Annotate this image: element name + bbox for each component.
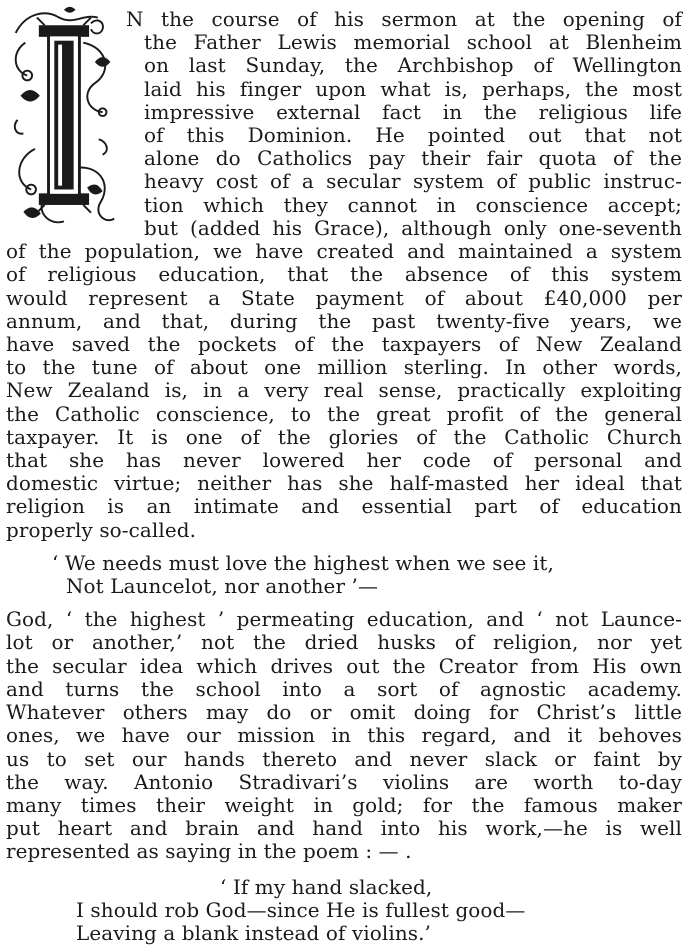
paragraph-2-line-9: many times their weight in gold; for the famous maker [6, 792, 682, 817]
paragraph-1-line-20: that she has never lowered her code of personal and [6, 447, 682, 472]
paragraph-1-line-13: would represent a State payment of about £40,000 per [6, 285, 682, 310]
paragraph-1-line-5: impressive external fact in the religious life [144, 99, 682, 124]
paragraph-1-line-21: domestic virtue; neither has she half-masted her ideal that [6, 471, 682, 496]
paragraph-2-line-4: and turns the school into a sort of agnostic academy. [6, 676, 682, 701]
paragraph-1-line-14: annum, and that, during the past twenty-five years, we [6, 308, 682, 333]
paragraph-2-line-11: represented as saying in the poem : — . [6, 839, 412, 864]
paragraph-1-line-2: the Father Lewis memorial school at Blenheim [144, 30, 682, 55]
quote-1-line-2: Not Launcelot, nor another ’— [66, 574, 379, 599]
paragraph-1-line-11: of the population, we have created and maintained a system [6, 239, 682, 264]
paragraph-2-line-5: Whatever others may do or omit doing for Christ’s little [6, 700, 682, 725]
paragraph-2-line-3: the secular idea which drives out the Creator from His own [6, 653, 682, 678]
paragraph-1-line-8: heavy cost of a secular system of public instruc- [144, 169, 682, 194]
quote-2-line-1: ‘ If my hand slacked, [220, 874, 433, 899]
paragraph-1-line-23: properly so-called. [6, 517, 197, 542]
ornamental-initial-i-icon [4, 4, 122, 232]
paragraph-1-line-16: to the tune of about one million sterling. In other words, [6, 355, 682, 380]
quote-1-line-1: ‘ We needs must love the highest when we see it, [52, 550, 554, 575]
paragraph-2-line-1: God, ‘ the highest ’ permeating education, and ‘ not Launce- [6, 607, 682, 632]
paragraph-2-line-10: put heart and brain and hand into his work,—he is well [6, 816, 682, 841]
ornamental-initial-letter [4, 4, 122, 232]
paragraph-1-line-6: of this Dominion. He pointed out that not [144, 123, 682, 148]
quote-2-line-3: Leaving a blank instead of violins.’ [76, 920, 432, 945]
paragraph-1-line-10: but (added his Grace), although only one-seventh [144, 215, 682, 240]
paragraph-2-line-2: lot or another,’ not the dried husks of religion, nor yet [6, 630, 682, 655]
paragraph-1-line-4: laid his finger upon what is, perhaps, the most [144, 76, 682, 101]
quote-2-line-2: I should rob God—since He is fullest good— [76, 897, 526, 922]
paragraph-1-line-1: N the course of his sermon at the opening of [126, 7, 682, 31]
paragraph-1-line-3: on last Sunday, the Archbishop of Wellington [144, 53, 682, 78]
paragraph-2-line-8: the way. Antonio Stradivari’s violins are worth to-day [6, 769, 682, 794]
paragraph-1-line-17: New Zealand is, in a very real sense, practically exploiting [6, 378, 682, 403]
paragraph-1-line-18: the Catholic conscience, to the great profit of the general [6, 401, 682, 426]
paragraph-2-line-6: ones, we have our mission in this regard, and it behoves [6, 723, 682, 748]
paragraph-1-line-7: alone do Catholics pay their fair quota of the [144, 146, 682, 171]
paragraph-2-line-7: us to set our hands thereto and never slack or faint by [6, 746, 682, 771]
paragraph-1-line-19: taxpayer. It is one of the glories of the Catholic Church [6, 424, 682, 449]
paragraph-1-line-22: religion is an intimate and essential part of education [6, 494, 682, 519]
paragraph-1-line-15: have saved the pockets of the taxpayers of New Zealand [6, 331, 682, 356]
paragraph-1-line-9: tion which they cannot in conscience accept; [144, 192, 682, 217]
paragraph-1-line-12: of religious education, that the absence of this system [6, 262, 682, 287]
